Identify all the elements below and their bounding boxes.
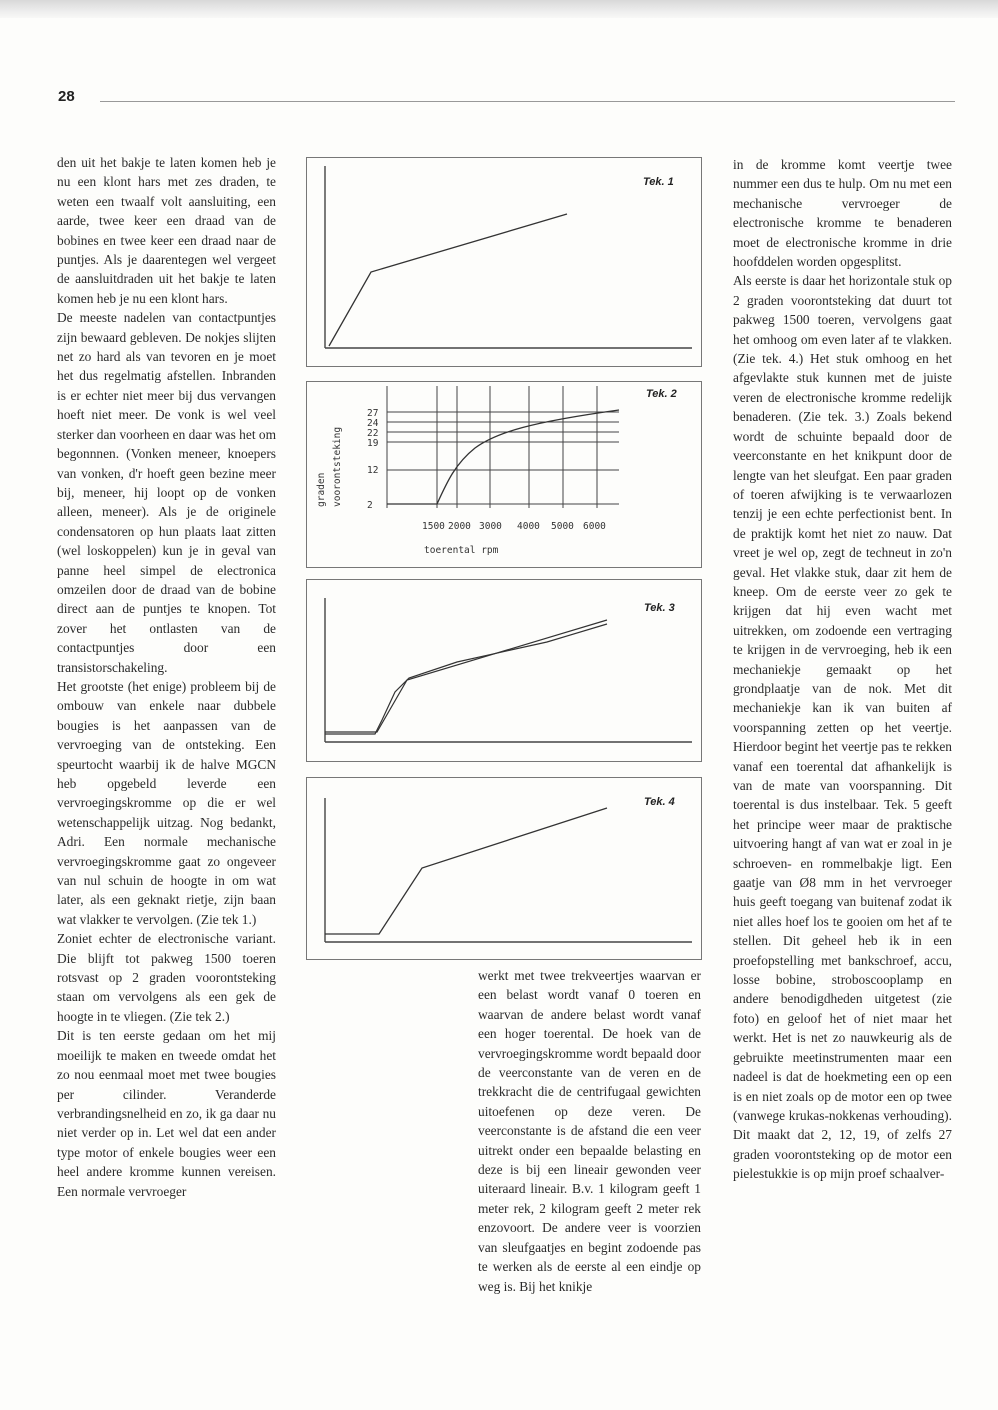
tek2-ytick-labels	[367, 408, 379, 511]
ytick-label: 19	[367, 438, 379, 449]
paragraph: in de kromme komt veertje twee nummer een dus te hulp. Om nu met een mechanische vervroeger de electronische kromme te benaderen moet de electronische kromme in drie hoofddelen worden opgesplitst.	[733, 157, 952, 270]
page-number: 28	[58, 88, 75, 105]
tek3-plot	[307, 580, 701, 761]
tek2-ylabel-line2: voorontsteking	[332, 426, 343, 507]
tek2-grid	[387, 386, 619, 508]
tek2-curve	[387, 410, 619, 504]
figure-tek-3	[306, 579, 702, 762]
figure-tek-2	[306, 381, 702, 568]
paragraph: werkt met twee trekveertjes waarvan er een belast wordt vanaf 0 toeren en waarvan de andere belast wordt vanaf een hoger toerental. De hoek van de vervroegingskromme wordt bepaald door de veerconstante van de veren en de trekkracht die de centrifugaal gewichten uitoefenen op deze veren. De veerconstante is de afstand die een veer uitrekt onder een bepaalde belasting en deze is bij een lineair gewonden veer uiteraard lineair. B.v. 1 kilogram geeft 1 meter rek, 2 kilogram geeft 2 meter rek enzovoort. De andere veer is voorzien van sleufgaatjes en begint zodoende pas te werken als de eerste al een eindje op weg is. Bij het knikje	[478, 968, 701, 1294]
ytick-label: 2	[367, 500, 373, 511]
tek3-curve-electronic	[325, 624, 607, 734]
xtick-label: 1500	[422, 521, 445, 532]
paragraph: Dit is ten eerste gedaan om het mij moeilijk te maken en tweede omdat het zo nou eenmaal moet met twee bougies per cilinder. Veranderde verbrandingsnelheid en zo, ik ga daar nu niet verder op in. Let wel dat een ander type motor of enkele bougies weer een heel andere kromme kunnen vereisen. Een normale vervroeger	[57, 1028, 276, 1199]
ytick-label: 12	[367, 465, 379, 476]
ytick-label: 24	[367, 418, 379, 429]
figure-label: Tek. 2	[646, 388, 677, 400]
text-column-2	[478, 966, 701, 1296]
tek2-ylabel-line1: graden	[316, 472, 327, 507]
header-rule	[100, 101, 955, 102]
xtick-label: 3000	[479, 521, 502, 532]
text-column-3	[733, 155, 952, 1184]
paragraph: den uit het bakje te laten komen heb je nu een klont hars met zes draden, te weten een twaalf volt aansluiting, een aarde, twee keer een draad van de bobines en twee keer een draad naar de puntjes. Als je daarentegen wel vergeet de aansluitdraden uit het bakje te laten komen heb je nu een klont hars.	[57, 155, 276, 306]
tek4-plot	[307, 778, 701, 959]
tek4-curve	[325, 808, 607, 934]
tek2-xtick-labels	[422, 521, 606, 532]
figure-tek-1	[306, 157, 702, 367]
ytick-label: 22	[367, 428, 379, 439]
figure-label: Tek. 1	[643, 176, 674, 188]
paragraph: Zoniet echter de electronische variant. Die blijft tot pakweg 1500 toeren rotsvast op 2 graden voorontsteking staan om vervolgens als een gek de hoogte in te vliegen. (Zie tek 2.)	[57, 931, 276, 1024]
tek2-plot	[307, 382, 701, 567]
paragraph: Als eerste is daar het horizontale stuk op 2 graden voorontsteking dat duurt tot pakweg 1500 toeren, vervolgens gaat het omhoog om even later af te vlakken. (Zie tek. 4.) Het stuk omhoog en het afgevlakte stuk kunnen met de juiste veren de electronische kromme redelijk benaderen. (Zie tek. 3.) Zoals bekend wordt de schuinte bepaald door de veerconstante en het knikpunt door de lengte van het sleufgat. Een paar graden of toeren afwijking is te verwaarlozen tenzij je een echte perfectionist bent. In de praktijk komt het niet zo nauw. Dat vreet je wel op, zegt de techneut in zo'n geval. Het vlakke stuk, daar zit hem de kneep. Om de eerste veer zo gek te krijgen dat hij even wacht met uitrekken, om zodoende een vertraging te krijgen in de vervroeging, heb ik een mechaniekje gemaakt op het grondplaatje van de nok. Met dit mechaniekje kan ik van buiten af voorspanning zetten op het veertje. Hierdoor begint het veertje pas te rekken vanaf een toerental dat afhankelijk is van de mate van voorspanning. Dit toerental is dus instelbaar. Tek. 5 geeft het principe weer maar de praktische uitvoering hangt af van wat er zoal in je schroeven- en rommelbakje ligt. Een gaatje van Ø8 mm in het vervroeger huis geeft toegang van buitenaf zodat ik niet alles hoef los te gooien om het af te stellen. Dit geheel heb ik in een proefopstelling met bankschroef, accu, losse bobine, stroboscooplamp en andere benodigdheden uitgetest (zie foto) en geloof het of niet maar het werkt. Het is net zo nauwkeurig als de gebruikte meetinstrumenten maar een nadeel is dat de hoekmeting een op een is en niet zoals op de motor een op twee (vanwege krukas-nokkenas verhouding). Dit maakt dat 2, 12, 19, of zelfs 27 graden voorontsteking op de motor een pielestukkie is op mijn proef schaalver-	[733, 273, 952, 1182]
tek1-curve	[329, 214, 567, 346]
text-column-1	[57, 153, 276, 1201]
xtick-label: 5000	[551, 521, 574, 532]
tek2-xlabel: toerental rpm	[424, 545, 499, 556]
figure-label: Tek. 3	[644, 602, 675, 614]
xtick-label: 4000	[517, 521, 540, 532]
xtick-label: 2000	[448, 521, 471, 532]
ytick-label: 27	[367, 408, 379, 419]
xtick-label: 6000	[583, 521, 606, 532]
paragraph: De meeste nadelen van contactpuntjes zijn bewaard gebleven. De nokjes slijten net zo hard als van tevoren en je moet het dus regelmatig afstellen. Inbranden is er echter niet meer bij dus vervangen hoeft niet meer. De vonk is wel veel sterker dan voorheen en daar was het om begonnnen. (Vonken meneer, knoepers van vonken, d'r hoeft geen bezine meer bij, meneer, hij loopt op de vonken alleen, meneer). Als je de originele condensatoren op hun plaats laat zitten (wel loskoppelen) kun je in geval van panne heel simpel de electronica omzeilen door de draad van de bobine direct aan de puntjes te knopen. Tot zover het ontlasten van de contactpuntjes door een transistorschakeling.	[57, 310, 276, 675]
figure-tek-4	[306, 777, 702, 960]
paragraph: Het grootste (het enige) probleem bij de ombouw van enkele naar dubbele bougies is het aanpassen van de vervroeging van de ontsteking. Een speurtocht waarbij ik de halve MGCN heb opgebeld leverde een vervroegingskromme op die er wel wetenschappelijk uitzag. Nog bedankt, Adri. Een normale mechanische vervroegingskromme gaat zo ongeveer van nul schuin de hoogte in om wat later, als een geknakt rietje, zijn baan wat vlakker te vervolgen. (Zie tek 1.)	[57, 678, 276, 927]
figure-label: Tek. 4	[644, 796, 675, 808]
tek1-plot	[307, 158, 701, 366]
scan-top-band	[0, 0, 998, 18]
